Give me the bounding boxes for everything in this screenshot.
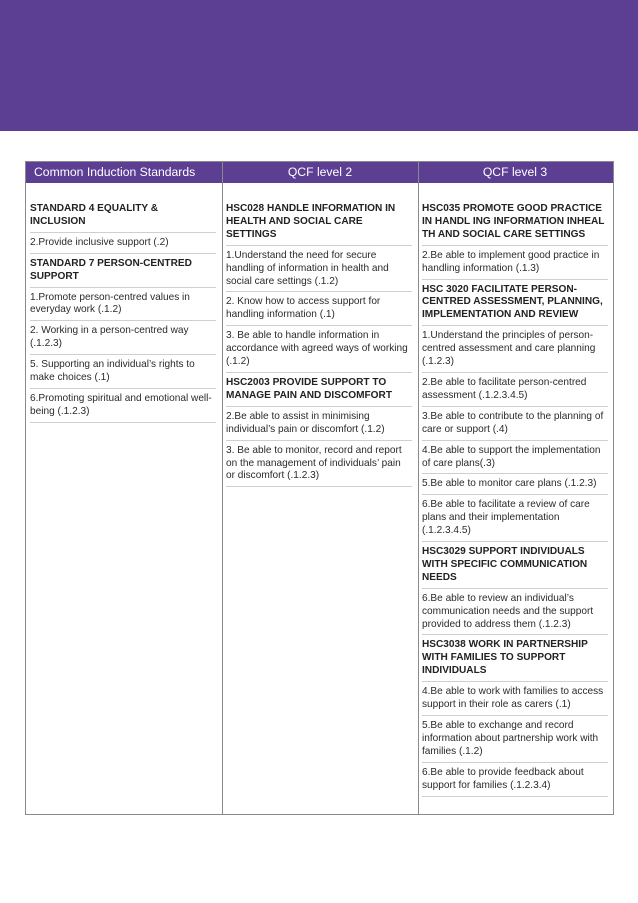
learning-outcome — [226, 411, 412, 441]
learning-outcome — [30, 393, 216, 423]
cell-text: 2.Be able to assist in minimising individual’s pain or discomfort (.1.2) — [226, 411, 412, 441]
cell-text: 1.Understand the principles of person-centred assessment and care planning (.1.2.3) — [422, 330, 608, 373]
cell-text: HSC3038 WORK IN PARTNERSHIP WITH FAMILIES TO SUPPORT INDIVIDUALS — [422, 639, 608, 682]
unit-heading — [422, 639, 608, 682]
column-divider — [222, 162, 223, 814]
learning-outcome — [422, 686, 608, 716]
learning-outcome — [226, 330, 412, 373]
learning-outcome — [422, 377, 608, 407]
learning-outcome — [422, 720, 608, 763]
unit-heading — [422, 284, 608, 327]
cell-text: HSC028 HANDLE INFORMATION IN HEALTH AND SOCIAL CARE SETTINGS — [226, 203, 412, 246]
column-qcf-level-2 — [226, 203, 412, 491]
cell-text: STANDARD 4 EQUALITY & INCLUSION — [30, 203, 216, 233]
cell-text: HSC 3020 FACILITATE PERSON-CENTRED ASSESSMENT, PLANNING, IMPLEMENTATION AND REVIEW — [422, 284, 608, 327]
learning-outcome — [30, 292, 216, 322]
cell-text: 3.Be able to contribute to the planning of care or support (.4) — [422, 411, 608, 441]
cell-text: 2.Be able to facilitate person-centred assessment (.1.2.3.4.5) — [422, 377, 608, 407]
cell-text: 2.Provide inclusive support (.2) — [30, 237, 216, 254]
learning-outcome — [422, 478, 608, 495]
learning-outcome — [422, 767, 608, 797]
learning-outcome — [422, 499, 608, 542]
learning-outcome — [226, 445, 412, 488]
cell-text: 2.Be able to implement good practice in handling information (.1.3) — [422, 250, 608, 280]
cell-text: 4.Be able to support the implementation of care plans(.3) — [422, 445, 608, 475]
cell-text: 3. Be able to handle information in accordance with agreed ways of working (.1.2) — [226, 330, 412, 373]
learning-outcome — [422, 330, 608, 373]
column-qcf-level-3 — [422, 203, 608, 801]
cell-text: 6.Be able to facilitate a review of care plans and their implementation (.1.2.3.4.5) — [422, 499, 608, 542]
table-header-row — [26, 162, 613, 183]
cell-text: 2. Working in a person-centred way (.1.2.3) — [30, 325, 216, 355]
cell-text: HSC2003 PROVIDE SUPPORT TO MANAGE PAIN AND DISCOMFORT — [226, 377, 412, 407]
learning-outcome — [30, 325, 216, 355]
cell-text: 4.Be able to work with families to access support in their role as carers (.1) — [422, 686, 608, 716]
unit-heading — [422, 546, 608, 589]
cell-text: 3. Be able to monitor, record and report on the management of individuals’ pain or discomfort (.1.2.3) — [226, 445, 412, 488]
header-banner — [0, 0, 638, 131]
learning-outcome — [226, 250, 412, 293]
cell-text: 6.Promoting spiritual and emotional well-being (.1.2.3) — [30, 393, 216, 423]
learning-outcome — [422, 411, 608, 441]
learning-outcome — [422, 593, 608, 636]
cell-text: 1.Promote person-centred values in everyday work (.1.2) — [30, 292, 216, 322]
cell-text: 6.Be able to provide feedback about support for families (.1.2.3.4) — [422, 767, 608, 797]
unit-heading — [226, 377, 412, 407]
learning-outcome — [422, 445, 608, 475]
header-qcf-level-3: QCF level 3 — [482, 165, 548, 179]
unit-heading — [226, 203, 412, 246]
unit-heading — [30, 203, 216, 233]
column-common-induction-standards — [30, 203, 216, 427]
cell-text: 2. Know how to access support for handling information (.1) — [226, 296, 412, 326]
cell-text: HSC035 PROMOTE GOOD PRACTICE IN HANDL ING INFORMATION INHEAL TH AND SOCIAL CARE SETTINGS — [422, 203, 608, 246]
cell-text: STANDARD 7 PERSON-CENTRED SUPPORT — [30, 258, 216, 288]
column-divider — [418, 162, 419, 814]
cell-text: 5.Be able to monitor care plans (.1.2.3) — [422, 478, 608, 495]
unit-heading — [422, 203, 608, 246]
learning-outcome — [30, 237, 216, 254]
header-qcf-level-2: QCF level 2 — [287, 165, 353, 179]
cell-text: HSC3029 SUPPORT INDIVIDUALS WITH SPECIFIC COMMUNICATION NEEDS — [422, 546, 608, 589]
unit-heading — [30, 258, 216, 288]
cell-text: 6.Be able to review an individual’s communication needs and the support provided to address them (.1.2.3) — [422, 593, 608, 636]
cell-text: 5.Be able to exchange and record information about partnership work with families (.1.2) — [422, 720, 608, 763]
learning-outcome — [30, 359, 216, 389]
standards-table — [25, 161, 614, 815]
header-common-induction-standards: Common Induction Standards — [34, 165, 196, 179]
cell-text: 5. Supporting an individual’s rights to make choices (.1) — [30, 359, 216, 389]
learning-outcome — [226, 296, 412, 326]
cell-text: 1.Understand the need for secure handling of information in health and social care settings (.1.2) — [226, 250, 412, 293]
learning-outcome — [422, 250, 608, 280]
